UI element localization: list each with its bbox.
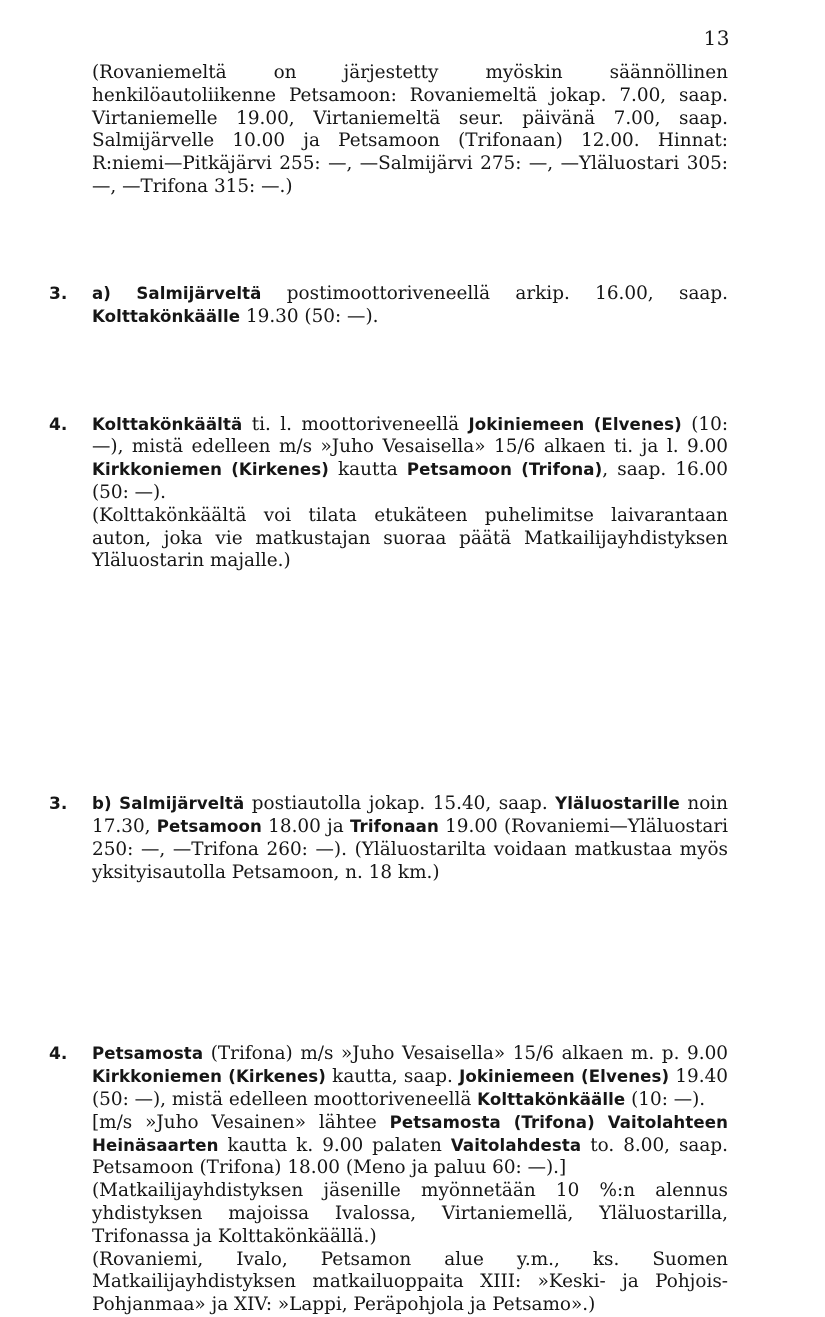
bold-term: Kirkkoniemen (Kirkenes) [92, 1067, 326, 1087]
member-discount-note: (Matkailijayhdistyksen jäsenille myönnetään 10 %:n alennus yhdistyksen majoissa Ivalossa, Virtaniemellä, Yläluostarilla, Trifonassa ja Kolttakönkäällä.) [92, 1180, 728, 1247]
text-run: postiautolla jokap. 15.40, saap. [244, 793, 556, 815]
section-number: 4. [49, 1044, 68, 1065]
section-4b [49, 1043, 729, 1317]
section-4a-text [92, 414, 728, 505]
section-3b [49, 793, 728, 884]
text-run: 19.40 (50: —), mistä edelleen moottoriveneellä [92, 1066, 729, 1110]
text-run: ti. l. moottoriveneellä [242, 413, 469, 435]
bold-term: b) Salmijärveltä [92, 794, 245, 814]
text-run: noin 17.30, [92, 793, 728, 837]
bold-term: Petsamosta [92, 1044, 204, 1064]
page-number: 13 [703, 26, 730, 50]
text-run: to. 8.00, saap. Petsamoon (Trifona) 18.00 (Meno ja paluu 60: —).] [92, 1134, 728, 1179]
bold-term: Kolttakönkäälle [92, 306, 241, 326]
bold-term: Jokiniemeen (Elvenes) [459, 1067, 670, 1087]
section-4a [49, 413, 729, 574]
bold-term: Kirkkoniemen (Kirkenes) [92, 460, 329, 480]
text-run: 19.00 (Rovaniemi—Yläluostari 250: —, —Trifona 260: —). (Yläluostarilta voidaan matkustaa myös yksityisautolla Petsamoon, n. 18 km.) [92, 815, 728, 883]
bold-term: Jokiniemeen (Elvenes) [468, 414, 682, 434]
text-run: postimoottoriveneellä arkip. 16.00, saap. [261, 283, 728, 304]
intro-paragraph [92, 62, 728, 199]
ferry-note [92, 1112, 728, 1180]
bold-term: a) Salmijärveltä [92, 284, 262, 303]
bold-term: Vaitolahdesta [450, 1135, 582, 1155]
intro-text: (Rovaniemeltä on järjestetty myöskin säännöllinen henkilöautoliikenne Petsamoon: Rovaniemeltä jokap. 7.00, saap. Virtaniemelle 19.00, Virtaniemeltä seur. päivänä 7.00, saap. Salmijärvelle 10.00 ja Petsamoon (Trifonaan) 12.00. Hinnat: R:niemi—Pitkäjärvi 255: —, —Salmijärvi 275: —, —Yläluostari 305: —, —Trifona 315: —.) [92, 62, 728, 197]
text-run: kautta k. 9.00 palaten [218, 1134, 451, 1156]
section-4b-text [92, 1043, 728, 1111]
section-4a-note: (Kolttakönkäältä voi tilata etukäteen puhelimitse laivarantaan auton, joka vie matkustajan suoraa päätä Matkailijayhdistyksen Yläluostarin majalle.) [92, 504, 728, 572]
bold-term: Petsamosta (Trifona) Vaitolahteen Heinäsaarten [92, 1112, 728, 1155]
bold-term: Petsamoon [156, 816, 262, 836]
section-3b-text [92, 793, 728, 884]
text-run: 18.00 ja [261, 815, 350, 837]
text-run: , saap. 16.00 (50: —). [92, 459, 729, 503]
bold-term: Trifonaan [349, 816, 439, 836]
bold-term: Kolttakönkäältä [92, 414, 243, 434]
section-number: 3. [49, 794, 68, 815]
text-run: kautta [328, 459, 407, 481]
section-number: 3. [49, 284, 68, 304]
text-run: (10: —), mistä edelleen m/s »Juho Vesaisella» 15/6 alkaen ti. ja l. 9.00 [92, 413, 729, 458]
section-3a [49, 283, 728, 329]
text-run: kautta, saap. [325, 1066, 460, 1088]
section-number: 4. [49, 414, 68, 435]
bold-term: Yläluostarille [555, 794, 680, 814]
text-run: [m/s »Juho Vesainen» lähtee [92, 1111, 390, 1133]
text-run: (10: —). [625, 1088, 706, 1110]
guidebook-reference-note: (Rovaniemi, Ivalo, Petsamon alue y.m., ks. Suomen Matkailijayhdistyksen matkailuoppaita XIII: »Keski- ja Pohjois-Pohjanmaa» ja XIV: »Lappi, Peräpohjola ja Petsamo».) [92, 1248, 728, 1316]
text-run: (Trifona) m/s »Juho Vesaisella» 15/6 alkaen m. p. 9.00 [203, 1043, 728, 1065]
text-run: 19.30 (50: —). [240, 305, 379, 327]
section-3a-text [92, 283, 728, 329]
bold-term: Petsamoon (Trifona) [406, 460, 603, 480]
bold-term: Kolttakönkäälle [477, 1089, 626, 1109]
